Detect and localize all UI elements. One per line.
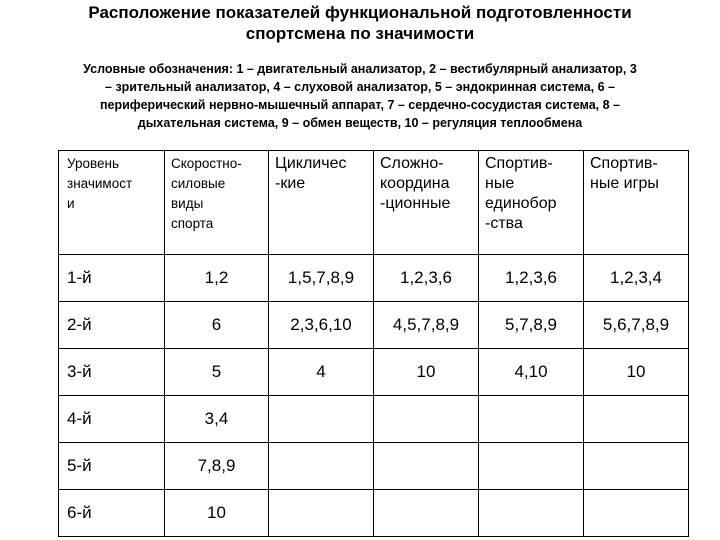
header-text: ные игры	[590, 175, 659, 192]
level-cell: 2-й	[59, 302, 165, 349]
table-cell: 5,7,8,9	[479, 302, 584, 349]
header-text: Цикличес	[275, 155, 347, 172]
table-row	[59, 490, 689, 537]
header-complex-coordination	[374, 151, 479, 255]
table-cell: 1,2,3,6	[479, 255, 584, 302]
header-combat-sports	[479, 151, 584, 255]
header-text: Уровень	[67, 156, 120, 171]
header-level	[59, 151, 165, 255]
table-row	[59, 349, 689, 396]
table-cell: 1,2,3,4	[584, 255, 689, 302]
header-text: координа	[380, 175, 450, 192]
legend-line-4: дыхательная система, 9 – обмен веществ, 10 – регуляция теплообмена	[137, 116, 583, 130]
header-text: Скоростно-	[171, 156, 242, 171]
table-row	[59, 255, 689, 302]
table-cell	[374, 490, 479, 537]
level-cell: 4-й	[59, 396, 165, 443]
table-cell: 4	[269, 349, 374, 396]
header-text: единобор	[485, 195, 557, 212]
page-title	[0, 2, 720, 44]
header-speed-strength	[165, 151, 269, 255]
table-cell: 5	[165, 349, 269, 396]
header-text: -кие	[275, 175, 306, 192]
legend-line-1: Условные обозначения: 1 – двигательный анализатор, 2 – вестибулярный анализатор, 3	[83, 62, 637, 76]
header-text: спорта	[171, 216, 214, 231]
level-cell: 1-й	[59, 255, 165, 302]
level-cell: 5-й	[59, 443, 165, 490]
table-cell	[269, 443, 374, 490]
table-cell	[269, 396, 374, 443]
table-cell	[479, 443, 584, 490]
table-cell: 1,2,3,6	[374, 255, 479, 302]
table-cell: 10	[374, 349, 479, 396]
table-row	[59, 443, 689, 490]
header-text: -ционные	[380, 195, 451, 212]
table-cell: 2,3,6,10	[269, 302, 374, 349]
table-cell	[479, 396, 584, 443]
table-cell	[584, 443, 689, 490]
table-cell: 6	[165, 302, 269, 349]
header-text: Спортив-	[485, 155, 553, 172]
table-cell: 1,2	[165, 255, 269, 302]
table-cell	[584, 490, 689, 537]
header-row	[59, 151, 689, 255]
level-cell: 6-й	[59, 490, 165, 537]
table-cell: 10	[165, 490, 269, 537]
table-cell: 3,4	[165, 396, 269, 443]
legend	[40, 60, 680, 132]
level-cell: 3-й	[59, 349, 165, 396]
legend-line-2: – зрительный анализатор, 4 – слуховой анализатор, 5 – эндокринная система, 6 –	[105, 80, 615, 94]
header-text: -ства	[485, 215, 523, 232]
header-text: Сложно-	[380, 155, 444, 172]
legend-line-3: периферический нервно-мышечный аппарат, 7 – сердечно-сосудистая система, 8 –	[99, 98, 620, 112]
significance-table	[58, 150, 689, 537]
table-cell	[269, 490, 374, 537]
table-cell: 10	[584, 349, 689, 396]
header-sport-games	[584, 151, 689, 255]
table-cell: 5,6,7,8,9	[584, 302, 689, 349]
title-line-1: Расположение показателей функциональной подготовленности	[88, 3, 632, 22]
table-cell: 4,5,7,8,9	[374, 302, 479, 349]
header-text: ные	[485, 175, 515, 192]
table-cell	[374, 396, 479, 443]
table-cell	[479, 490, 584, 537]
header-text: виды	[171, 196, 204, 211]
title-line-2: спортсмена по значимости	[245, 24, 475, 43]
table-cell	[374, 443, 479, 490]
table-row	[59, 396, 689, 443]
table-cell	[584, 396, 689, 443]
table-cell: 7,8,9	[165, 443, 269, 490]
header-cyclic	[269, 151, 374, 255]
header-text: и	[67, 196, 75, 211]
table-row	[59, 302, 689, 349]
header-text: Спортив-	[590, 155, 658, 172]
table-cell: 1,5,7,8,9	[269, 255, 374, 302]
header-text: значимост	[67, 176, 133, 191]
table-cell: 4,10	[479, 349, 584, 396]
header-text: силовые	[171, 176, 226, 191]
